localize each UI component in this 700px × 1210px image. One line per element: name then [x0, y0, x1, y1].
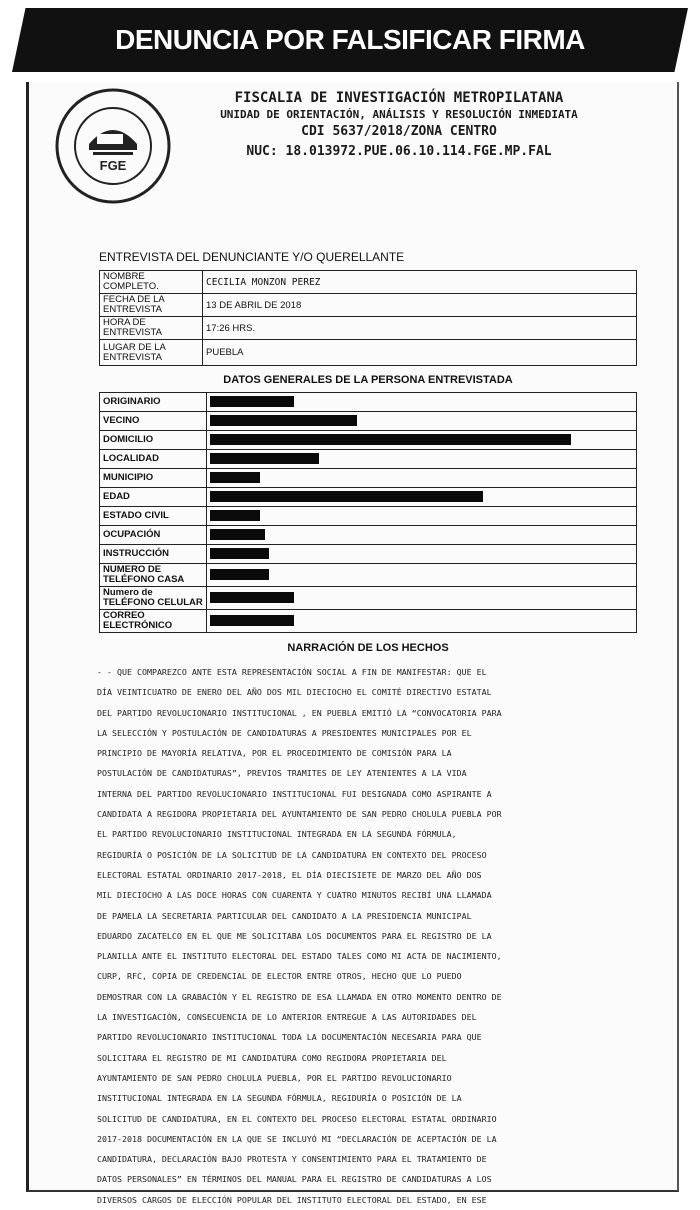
interview-label: NOMBRE COMPLETO. [100, 271, 203, 294]
general-value [207, 412, 637, 431]
narrative-title: NARRACIÓN DE LOS HECHOS [287, 642, 449, 654]
header-cdi: CDI 5637/2018/ZONA CENTRO [301, 124, 497, 139]
narrative-line: LA INVESTIGACIÓN, CONSECUENCIA DE LO ANTERIOR ENTREGUE A LAS AUTORIDADES DEL [97, 1012, 477, 1023]
general-label: DOMICILIO [100, 431, 207, 450]
narrative-line: 2017-2018 DOCUMENTACIÓN EN LA QUE SE INCLUYÓ MI “DECLARACIÓN DE ACEPTACIÓN DE LA [97, 1133, 497, 1144]
narrative-line: SOLICITUD DE CANDIDATURA, EN EL CONTEXTO DEL PROCESO ELECTORAL ESTATAL ORDINARIO [97, 1113, 497, 1124]
interview-value: CECILIA MONZON PEREZ [203, 271, 637, 294]
redaction-bar [210, 434, 571, 445]
table-row [100, 610, 637, 633]
general-label: ESTADO CIVIL [100, 507, 207, 526]
redaction-bar [210, 453, 319, 464]
redaction-bar [210, 472, 260, 483]
table-row [100, 450, 637, 469]
banner-title: DENUNCIA POR FALSIFICAR FIRMA [115, 24, 585, 55]
table-row [100, 294, 637, 317]
narrative-line: ELECTORAL ESTATAL ORDINARIO 2017-2018, EL DÍA DIECISIETE DE MARZO DEL AÑO DOS [97, 869, 482, 880]
table-row [100, 564, 637, 587]
redaction-bar [210, 396, 294, 407]
redaction-bar [210, 569, 269, 580]
general-label: EDAD [100, 488, 207, 507]
redaction-bar [210, 548, 269, 559]
table-row [100, 507, 637, 526]
general-value [207, 488, 637, 507]
general-value [207, 393, 637, 412]
narrative-line: DATOS PERSONALES” EN TÉRMINOS DEL MANUAL PARA EL REGISTRO DE CANDIDATURAS A LOS [97, 1174, 492, 1185]
narrative-line: DEL PARTIDO REVOLUCIONARIO INSTITUCIONAL , EN PUEBLA EMITIÓ LA “CONVOCATORIA PARA [97, 707, 502, 718]
general-data-title: DATOS GENERALES DE LA PERSONA ENTREVISTADA [223, 374, 513, 386]
general-value [207, 587, 637, 610]
redaction-bar [210, 592, 294, 603]
table-row [100, 412, 637, 431]
interview-value: PUEBLA [203, 340, 637, 366]
narrative-text [97, 662, 649, 1210]
general-value [207, 526, 637, 545]
interview-title: ENTREVISTA DEL DENUNCIANTE Y/O QUERELLANTE [99, 250, 405, 264]
general-label: OCUPACIÓN [100, 526, 207, 545]
table-row [100, 526, 637, 545]
general-label: INSTRUCCIÓN [100, 545, 207, 564]
general-value [207, 564, 637, 587]
general-label: CORREO ELECTRÓNICO [100, 610, 207, 633]
fge-seal-logo [53, 86, 173, 206]
narrative-line: AYUNTAMIENTO DE SAN PEDRO CHOLULA PUEBLA, POR EL PARTIDO REVOLUCIONARIO [97, 1072, 452, 1083]
narrative-line: PARTIDO REVOLUCIONARIO INSTITUCIONAL TODA LA DOCUMENTACIÓN NECESARIA PARA QUE [97, 1032, 482, 1043]
redaction-bar [210, 415, 357, 426]
general-label: MUNICIPIO [100, 469, 207, 488]
table-row [100, 587, 637, 610]
narrative-line: DÍA VEINTICUATRO DE ENERO DEL AÑO DOS MIL DIECIOCHO EL COMITÉ DIRECTIVO ESTATAL [97, 687, 492, 698]
narrative-line: DEMOSTRAR CON LA GRABACIÓN Y EL REGISTRO DE ESA LLAMADA EN OTRO MOMENTO DENTRO DE [97, 991, 502, 1002]
general-label: ORIGINARIO [100, 393, 207, 412]
interview-value: 13 DE ABRIL DE 2018 [203, 294, 637, 317]
narrative-line: CURP, RFC, COPIA DE CREDENCIAL DE ELECTOR ENTRE OTROS, HECHO QUE LO PUEDO [97, 971, 462, 982]
table-row [100, 317, 637, 340]
general-value [207, 507, 637, 526]
redaction-bar [210, 491, 483, 502]
table-row [100, 340, 637, 366]
redaction-bar [210, 615, 294, 626]
table-row [100, 545, 637, 564]
header-unit: UNIDAD DE ORIENTACIÓN, ANÁLISIS Y RESOLUCIÓN INMEDIATA [220, 108, 578, 121]
table-row [100, 431, 637, 450]
general-label: Numero de TELÉFONO CELULAR [100, 587, 207, 610]
interview-label: HORA DE ENTREVISTA [100, 317, 203, 340]
narrative-line: SOLICITARA EL REGISTRO DE MI CANDIDATURA COMO REGIDORA PROPIETARIA DEL [97, 1052, 447, 1063]
document-page [26, 82, 679, 1205]
interview-value: 17:26 HRS. [203, 317, 637, 340]
narrative-line: - - QUE COMPAREZCO ANTE ESTA REPRESENTACIÓN SOCIAL A FIN DE MANIFESTAR: QUE EL [97, 667, 487, 677]
general-value [207, 431, 637, 450]
general-value [207, 450, 637, 469]
header-office: FISCALIA DE INVESTIGACIÓN METROPILATANA [234, 90, 564, 106]
general-label: NUMERO DE TELÉFONO CASA [100, 564, 207, 587]
table-row [100, 469, 637, 488]
general-value [207, 545, 637, 564]
interview-label: FECHA DE LA ENTREVISTA [100, 294, 203, 317]
narrative-line: MIL DIECIOCHO A LAS DOCE HORAS CON CUARENTA Y CUATRO MINUTOS RECIBÍ UNA LLAMADA [97, 890, 492, 901]
header-nuc: NUC: 18.013972.PUE.06.10.114.FGE.MP.FAL [246, 144, 552, 159]
table-row [100, 393, 637, 412]
narrative-line: EDUARDO ZACATELCO EN EL QUE ME SOLICITABA LOS DOCUMENTOS PARA EL REGISTRO DE LA [97, 930, 492, 941]
interview-label: LUGAR DE LA ENTREVISTA [100, 340, 203, 366]
narrative-line: CANDIDATURA, DECLARACIÓN BAJO PROTESTA Y CONSENTIMIENTO PARA EL TRATAMIENTO DE [97, 1154, 487, 1165]
general-label: VECINO [100, 412, 207, 431]
narrative-line: DE PAMELA LA SECRETARIA PARTICULAR DEL CANDIDATO A LA PRESIDENCIA MUNICIPAL [97, 910, 472, 921]
narrative-line: REGIDURÍA O POSICIÓN DE LA SOLICITUD DE LA CANDIDATURA EN CONTEXTO DEL PROCESO [97, 849, 487, 860]
redaction-bar [210, 529, 265, 540]
logo-text: FGE [99, 158, 127, 173]
narrative-line: PRINCIPIO DE MAYORÍA RELATIVA, POR EL PROCEDIMIENTO DE COMISIÓN PARA LA [97, 748, 452, 759]
narrative-line: LA SELECCIÓN Y POSTULACIÓN DE CANDIDATURAS A PRESIDENTES MUNICIPALES POR EL [97, 727, 472, 738]
narrative-line: DIVERSOS CARGOS DE ELECCIÓN POPULAR DEL INSTITUTO ELECTORAL DEL ESTADO, EN ESE [97, 1194, 487, 1205]
general-data-table [99, 392, 637, 633]
narrative-line: INTERNA DEL PARTIDO REVOLUCIONARIO INSTITUCIONAL FUI DESIGNADA COMO ASPIRANTE A [97, 788, 492, 799]
table-row [100, 271, 637, 294]
narrative-line: PLANILLA ANTE EL INSTITUTO ELECTORAL DEL ESTADO TALES COMO MI ACTA DE NACIMIENTO, [97, 951, 502, 962]
narrative-line: POSTULACIÓN DE CANDIDATURAS”, PREVIOS TRAMITES DE LEY ATENIENTES A LA VIDA [97, 768, 467, 779]
narrative-line: INSTITUCIONAL INTEGRADA EN LA SEGUNDA FÓRMULA, REGIDURÍA O POSICIÓN DE LA [97, 1093, 462, 1104]
general-value [207, 610, 637, 633]
general-label: LOCALIDAD [100, 450, 207, 469]
narrative-line: EL PARTIDO REVOLUCIONARIO INSTITUCIONAL INTEGRADA EN LA SEGUNDA FÓRMULA, [97, 829, 457, 840]
redaction-bar [210, 510, 260, 521]
narrative-line: CANDIDATA A REGIDORA PROPIETARIA DEL AYUNTAMIENTO DE SAN PEDRO CHOLULA PUEBLA POR [97, 809, 502, 820]
general-value [207, 469, 637, 488]
table-row [100, 488, 637, 507]
interview-table [99, 270, 637, 366]
